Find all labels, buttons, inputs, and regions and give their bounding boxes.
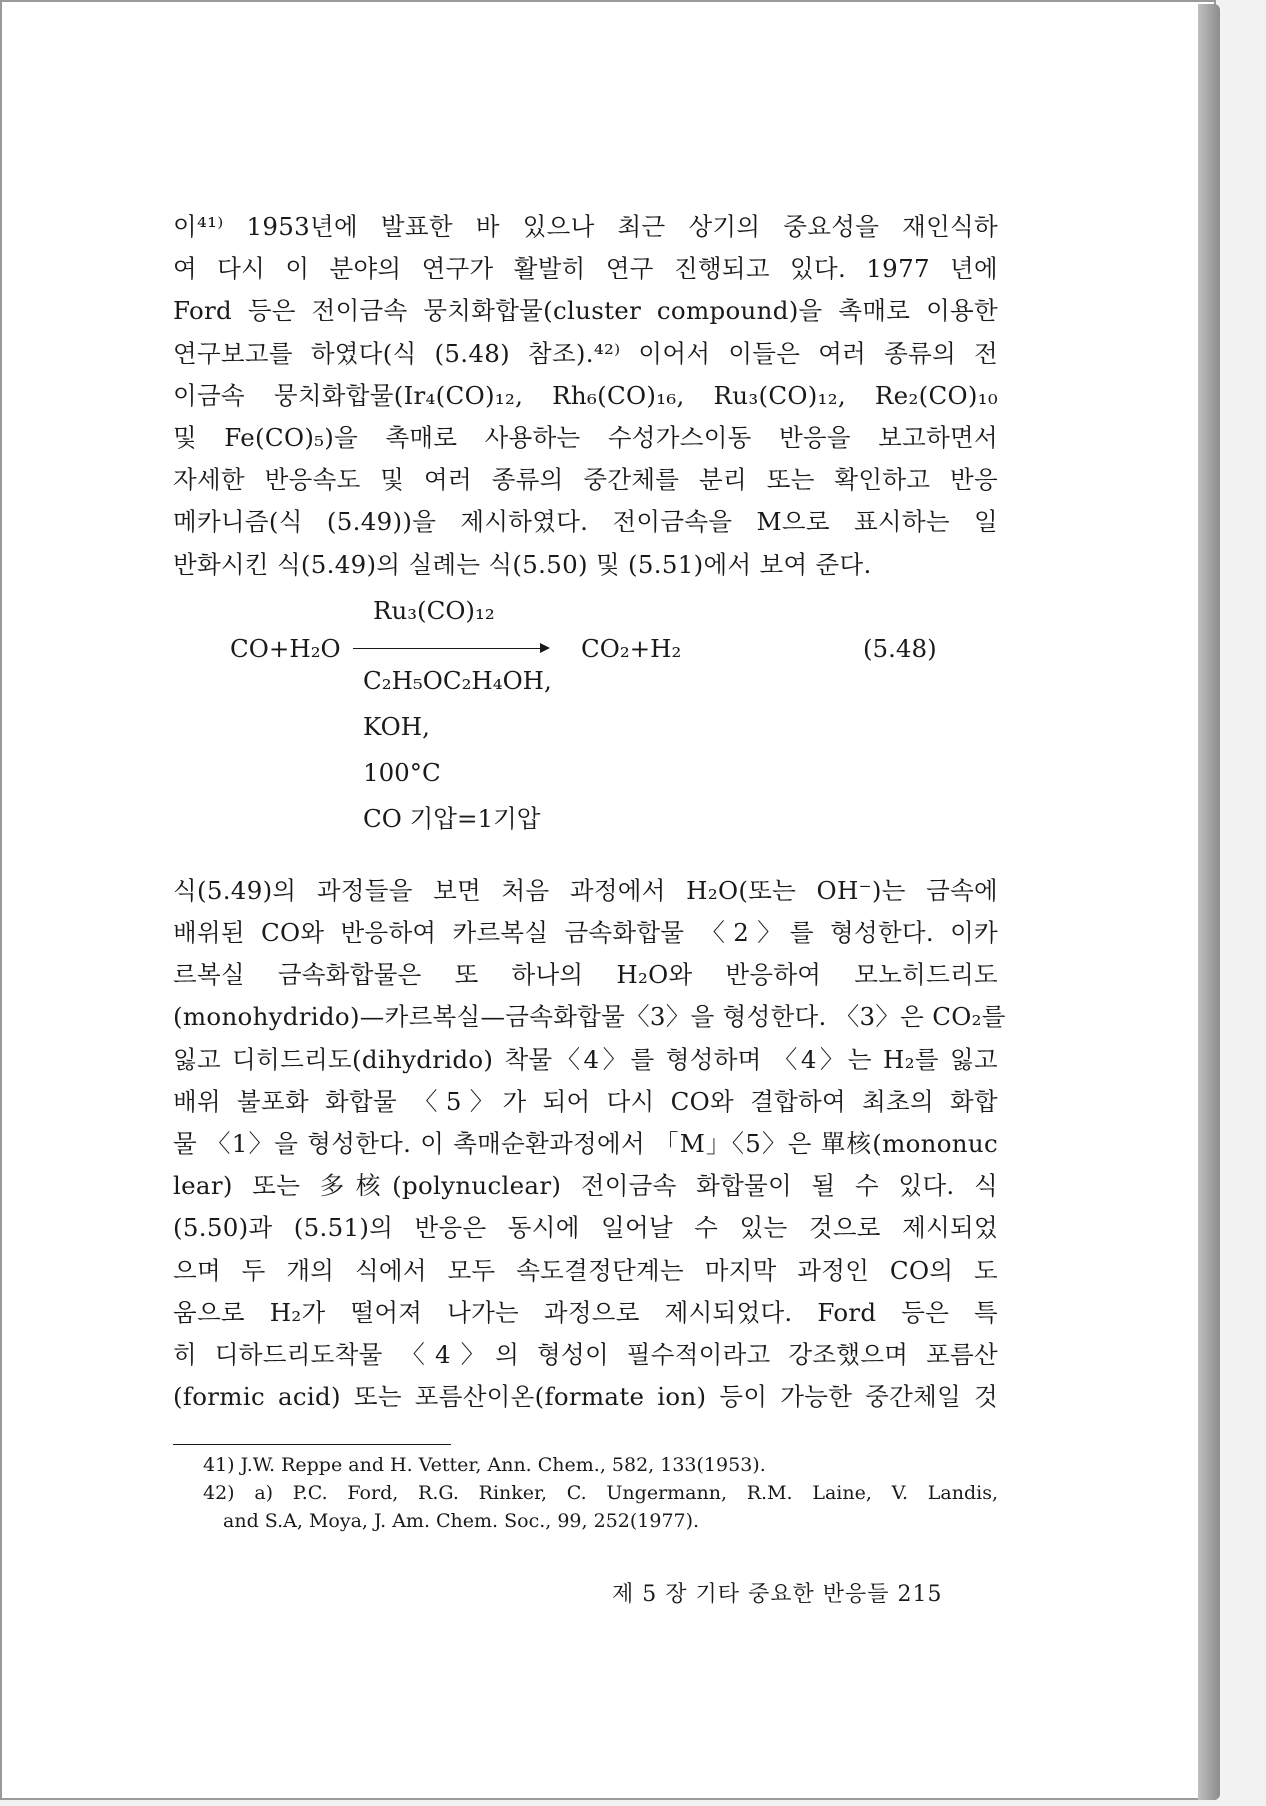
equation-5-48: [173, 596, 998, 856]
page-content: [173, 206, 1006, 1535]
text-line: 움으로 H₂가 떨어져 나가는 과정으로 제시되었다. Ford 등은 특: [173, 1297, 998, 1327]
footnotes: [173, 1451, 998, 1535]
running-footer: 제 5 장 기타 중요한 반응들 215: [612, 1582, 943, 1607]
equation-condition: CO 기압=1기압: [363, 803, 541, 833]
text-line: Ford 등은 전이금속 뭉치화합물(cluster compound)을 촉매로 이용한: [173, 296, 998, 326]
text-line: 르복실 금속화합물은 또 하나의 H₂O와 반응하여 모노히드리도: [173, 960, 998, 990]
text-line: 연구보고를 하였다(식 (5.48) 참조).⁴²⁾ 이어서 이들은 여러 종류의 전: [173, 338, 998, 368]
text-line: 잃고 디히드리도(dihydrido) 착물〈4〉를 형성하며 〈4〉는 H₂를 잃고: [173, 1044, 998, 1074]
text-line: 메카니즘(식 (5.49))을 제시하였다. 전이금속을 M으로 표시하는 일: [173, 507, 998, 537]
footnote-41: 41) J.W. Reppe and H. Vetter, Ann. Chem., 582, 133(1953).: [203, 1454, 766, 1477]
text-line: 반화시킨 식(5.49)의 실례는 식(5.50) 및 (5.51)에서 보여 준다.: [173, 549, 872, 579]
equation-number: (5.48): [863, 633, 937, 663]
footnote-42-continued: and S.A, Moya, J. Am. Chem. Soc., 99, 252(1977).: [223, 1510, 700, 1533]
equation-condition: C₂H₅OC₂H₄OH,: [363, 665, 552, 695]
footnote-divider: [173, 1444, 451, 1445]
text-line: 여 다시 이 분야의 연구가 활발히 연구 진행되고 있다. 1977 년에: [173, 254, 998, 284]
text-line: 물 〈1〉을 형성한다. 이 촉매순환과정에서 「M」〈5〉은 單核(mononuc: [173, 1129, 998, 1159]
paragraph-2: [173, 870, 1006, 1419]
text-line: (formic acid) 또는 포름산이온(formate ion) 등이 가능한 중간체일 것: [173, 1382, 998, 1412]
equation-reactants: CO+H₂O: [230, 633, 341, 663]
paragraph-1: [173, 206, 998, 586]
equation-catalyst: Ru₃(CO)₁₂: [373, 595, 495, 625]
text-line: lear) 또는 多核(polynuclear) 전이금속 화합물이 될 수 있다. 식: [173, 1171, 998, 1201]
page-edge: [1198, 4, 1220, 1800]
text-line: 히 디하드리도착물 〈4〉의 형성이 필수적이라고 강조했으며 포름산: [173, 1340, 998, 1370]
text-line: 이금속 뭉치화합물(Ir₄(CO)₁₂, Rh₆(CO)₁₆, Ru₃(CO)₁₂, Re₂(CO)₁₀: [173, 380, 998, 410]
equation-condition: KOH,: [363, 711, 430, 741]
footnote-42: 42) a) P.C. Ford, R.G. Rinker, C. Ungermann, R.M. Laine, V. Landis,: [203, 1482, 998, 1505]
text-line: 배위 불포화 화합물 〈5〉가 되어 다시 CO와 결합하여 최초의 화합: [173, 1086, 998, 1116]
equation-products: CO₂+H₂: [581, 633, 682, 663]
text-line: (monohydrido)—카르복실—금속화합물〈3〉을 형성한다. 〈3〉은 CO₂를: [173, 1002, 1006, 1032]
text-line: (5.50)과 (5.51)의 반응은 동시에 일어날 수 있는 것으로 제시되었: [173, 1213, 998, 1243]
text-line: 식(5.49)의 과정들을 보면 처음 과정에서 H₂O(또는 OH⁻)는 금속에: [173, 875, 998, 905]
text-line: 으며 두 개의 식에서 모두 속도결정단계는 마지막 과정인 CO의 도: [173, 1255, 998, 1285]
text-line: 이⁴¹⁾ 1953년에 발표한 바 있으나 최근 상기의 중요성을 재인식하: [173, 212, 998, 241]
text-line: 배위된 CO와 반응하여 카르복실 금속화합물 〈2〉를 형성한다. 이카: [173, 918, 998, 948]
text-line: 및 Fe(CO)₅)을 촉매로 사용하는 수성가스이동 반응을 보고하면서: [173, 423, 998, 453]
reaction-arrow: [353, 648, 548, 649]
text-line: 자세한 반응속도 및 여러 종류의 중간체를 분리 또는 확인하고 반응: [173, 465, 998, 495]
equation-condition: 100°C: [363, 757, 441, 787]
